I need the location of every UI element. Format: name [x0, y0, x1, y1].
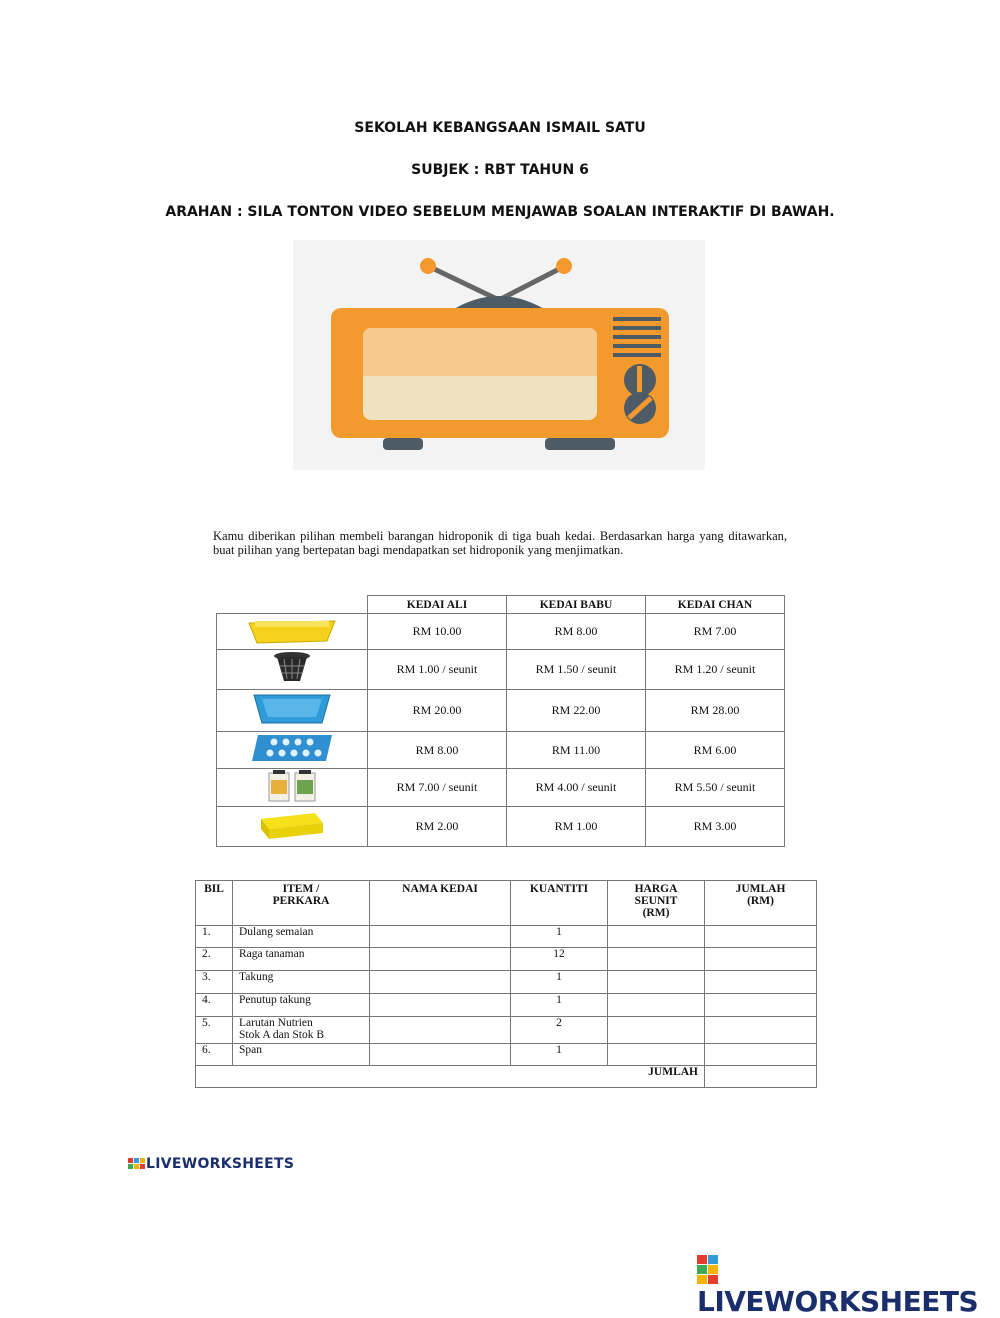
subject-title: SUBJEK : RBT TAHUN 6 — [411, 162, 589, 178]
table-row: RM 8.00 RM 11.00 RM 6.00 — [217, 732, 785, 769]
unit-price-field[interactable] — [608, 971, 705, 994]
header-kedai-chan: KEDAI CHAN — [646, 596, 785, 614]
unit-price-field[interactable] — [608, 926, 705, 948]
shop-answer-field[interactable] — [370, 1044, 511, 1066]
shop-answer-field[interactable] — [370, 948, 511, 971]
table-row: RM 20.00 RM 22.00 RM 28.00 — [217, 690, 785, 732]
total-field[interactable] — [705, 971, 817, 994]
table-row: 3. Takung 1 — [196, 971, 817, 994]
net-pot-icon — [217, 650, 368, 690]
header-kuantiti: KUANTITI — [511, 881, 608, 926]
unit-price-field[interactable] — [608, 948, 705, 971]
header-jumlah: JUMLAH (RM) — [705, 881, 817, 926]
unit-price-field[interactable] — [608, 1044, 705, 1066]
table-row: 6. Span 1 — [196, 1044, 817, 1066]
total-label: JUMLAH — [196, 1066, 705, 1088]
liveworksheets-logo-small: LIVEWORKSHEETS — [128, 1156, 294, 1172]
total-field[interactable] — [705, 926, 817, 948]
table-row: 5. Larutan Nutrien Stok A dan Stok B 2 — [196, 1017, 817, 1044]
shop-answer-field[interactable] — [370, 926, 511, 948]
header-item: ITEM / PERKARA — [233, 881, 370, 926]
shop-answer-field[interactable] — [370, 1017, 511, 1044]
total-field[interactable] — [705, 1044, 817, 1066]
header-kedai-ali: KEDAI ALI — [368, 596, 507, 614]
total-field[interactable] — [705, 1017, 817, 1044]
grand-total-field[interactable] — [705, 1066, 817, 1088]
table-row: 4. Penutup takung 1 — [196, 994, 817, 1017]
answer-table — [195, 880, 817, 1088]
header-harga: HARGA SEUNIT (RM) — [608, 881, 705, 926]
header-nama-kedai: NAMA KEDAI — [370, 881, 511, 926]
price-table — [216, 595, 785, 847]
logo-blocks-icon — [128, 1158, 146, 1170]
total-field[interactable] — [705, 948, 817, 971]
table-row: 2. Raga tanaman 12 — [196, 948, 817, 971]
header-kedai-babu: KEDAI BABU — [507, 596, 646, 614]
shop-answer-field[interactable] — [370, 994, 511, 1017]
shop-answer-field[interactable] — [370, 971, 511, 994]
table-row: RM 7.00 / seunit RM 4.00 / seunit RM 5.50 / seunit — [217, 769, 785, 807]
table-row: 1. Dulang semaian 1 — [196, 926, 817, 948]
sponge-icon — [217, 807, 368, 847]
tv-illustration[interactable] — [293, 240, 705, 470]
unit-price-field[interactable] — [608, 994, 705, 1017]
instruction-text: ARAHAN : SILA TONTON VIDEO SEBELUM MENJAWAB SOALAN INTERAKTIF DI BAWAH. — [165, 204, 835, 220]
total-row — [196, 1066, 817, 1088]
logo-blocks-icon — [697, 1255, 719, 1285]
table-row: RM 1.00 / seunit RM 1.50 / seunit RM 1.20 / seunit — [217, 650, 785, 690]
tv-icon — [293, 240, 705, 470]
intro-paragraph: Kamu diberikan pilihan membeli barangan hidroponik di tiga buah kedai. Berdasarkan harga yang ditawarkan, buat pilihan yang bertepatan bagi mendapatkan set hidroponik yang menjimatkan. — [213, 529, 787, 557]
total-field[interactable] — [705, 994, 817, 1017]
blue-container-icon — [217, 690, 368, 732]
header-bil: BIL — [196, 881, 233, 926]
container-lid-icon — [217, 732, 368, 769]
school-title: SEKOLAH KEBANGSAAN ISMAIL SATU — [354, 120, 646, 136]
liveworksheets-logo[interactable]: LIVEWORKSHEETS — [697, 1252, 1000, 1318]
nutrient-bottles-icon — [217, 769, 368, 807]
table-row: RM 2.00 RM 1.00 RM 3.00 — [217, 807, 785, 847]
unit-price-field[interactable] — [608, 1017, 705, 1044]
yellow-tray-icon — [217, 614, 368, 650]
table-row: RM 10.00 RM 8.00 RM 7.00 — [217, 614, 785, 650]
